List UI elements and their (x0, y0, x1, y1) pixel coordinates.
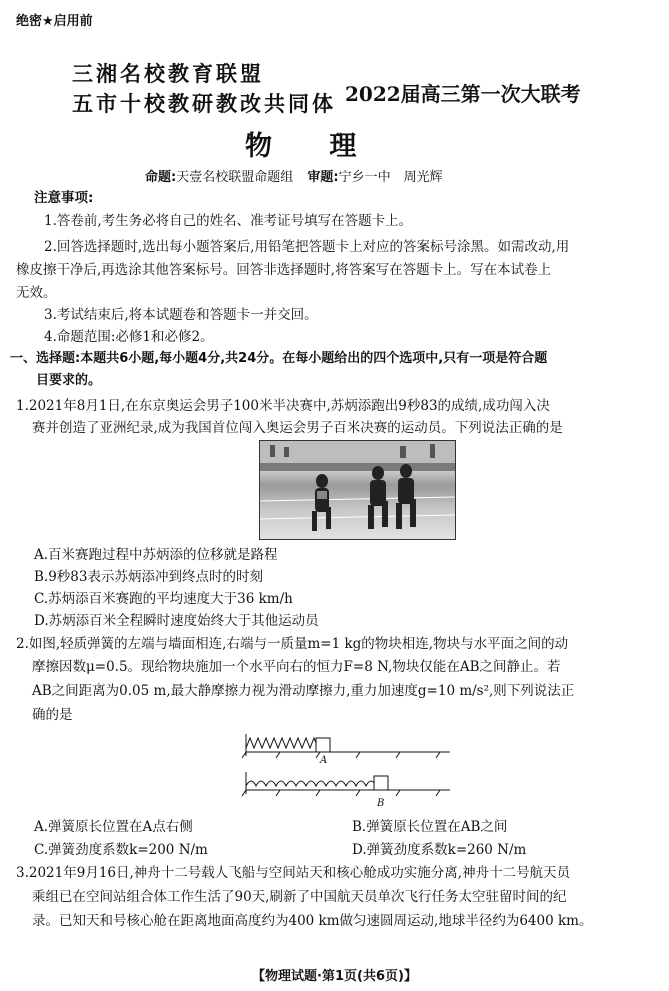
notice-item-2-line-2: 橡皮擦干净后,再选涂其他答案标号。回答非选择题时,将答案写在答题卡上。写在本试卷上 (16, 262, 552, 278)
q1-option-d: D.苏炳添百米全程瞬时速度始终大于其他运动员 (34, 613, 319, 629)
q1-option-a: A.百米赛跑过程中苏炳添的位移就是路程 (34, 547, 278, 563)
notice-item-3: 3.考试结束后,将本试题卷和答题卡一并交回。 (44, 307, 318, 323)
org-line-1: 三湘名校教育联盟 (72, 62, 264, 86)
org-line-2: 五市十校教研教改共同体 (72, 92, 336, 116)
credits (145, 166, 443, 185)
section-1-heading: 一、选择题:本题共6小题,每小题4分,共24分。在每小题给出的四个选项中,只有一项是符合题 (10, 351, 548, 366)
point-a-label: A (320, 755, 328, 766)
notice-item-2-line-3: 无效。 (16, 285, 57, 301)
notice-item-2-line-1: 2.回答选择题时,选出每小题答案后,用铅笔把答题卡上对应的答案标号涂黑。如需改动,用 (44, 239, 570, 255)
confidential-mark: 绝密★启用前 (16, 14, 93, 29)
exam-title: 2022届高三第一次大联考 (345, 82, 581, 106)
q1-option-c: C.苏炳添百米赛跑的平均速度大于36 km/h (34, 591, 293, 607)
credits-value-2: 宁乡一中 周光辉 (338, 170, 443, 185)
q1-stem-line-2: 赛并创造了亚洲纪录,成为我国首位闯入奥运会男子百米决赛的运动员。下列说法正确的是 (32, 420, 563, 436)
subject-title: 物 理 (245, 131, 381, 162)
q3-stem-line-3: 录。已知天和号核心舱在距离地面高度约为400 km做匀速圆周运动,地球半径约为6400 km。 (32, 913, 593, 929)
q2-stem-line-1: 2.如图,轻质弹簧的左端与墙面相连,右端与一质量m=1 kg的物块相连,物块与水平面之间的动 (16, 636, 569, 652)
notice-heading: 注意事项: (34, 190, 94, 206)
notice-item-1: 1.答卷前,考生务必将自己的姓名、准考证号填写在答题卡上。 (44, 213, 413, 229)
q2-option-d: D.弹簧劲度系数k=260 N/m (352, 842, 527, 858)
credits-value-1: 天壹名校联盟命题组 (176, 170, 294, 185)
credits-label-2: 审题: (307, 170, 339, 185)
q2-stem-line-2: 摩擦因数μ=0.5。现给物块施加一个水平向右的恒力F=8 N,物块仅能在AB之间静止。若 (32, 659, 561, 675)
q2-option-c: C.弹簧劲度系数k=200 N/m (34, 842, 208, 858)
q2-option-a: A.弹簧原长位置在A点右侧 (34, 819, 193, 835)
q2-stem-line-3: AB之间距离为0.05 m,最大静摩擦力视为滑动摩擦力,重力加速度g=10 m/s²,则下列说法正 (32, 683, 575, 699)
q1-stem-line-1: 1.2021年8月1日,在东京奥运会男子100米半决赛中,苏炳添跑出9秒83的成绩,成功闯入决 (16, 398, 550, 414)
q3-stem-line-1: 3.2021年9月16日,神舟十二号载人飞船与空间站天和核心舱成功实施分离,神舟十二号航天员 (16, 865, 571, 881)
runners-illustration (260, 441, 455, 539)
sprint-race-photo (259, 440, 456, 540)
q3-stem-line-2: 乘组已在空间站组合体工作生活了90天,刷新了中国航天员单次飞行任务太空驻留时间的纪 (32, 889, 567, 905)
credits-label-1: 命题: (145, 170, 177, 185)
page-footer: 【物理试题·第1页(共6页)】 (252, 969, 417, 984)
q2-stem-line-4: 确的是 (32, 707, 73, 723)
point-b-label: B (377, 798, 385, 809)
section-1-heading-cont: 目要求的。 (36, 373, 102, 388)
q1-option-b: B.9秒83表示苏炳添冲到终点时的时刻 (34, 569, 263, 585)
notice-item-4: 4.命题范围:必修1和必修2。 (44, 329, 214, 345)
spring-diagram-svg (240, 728, 460, 814)
spring-block-diagram (240, 728, 460, 814)
q2-option-b: B.弹簧原长位置在AB之间 (352, 819, 508, 835)
